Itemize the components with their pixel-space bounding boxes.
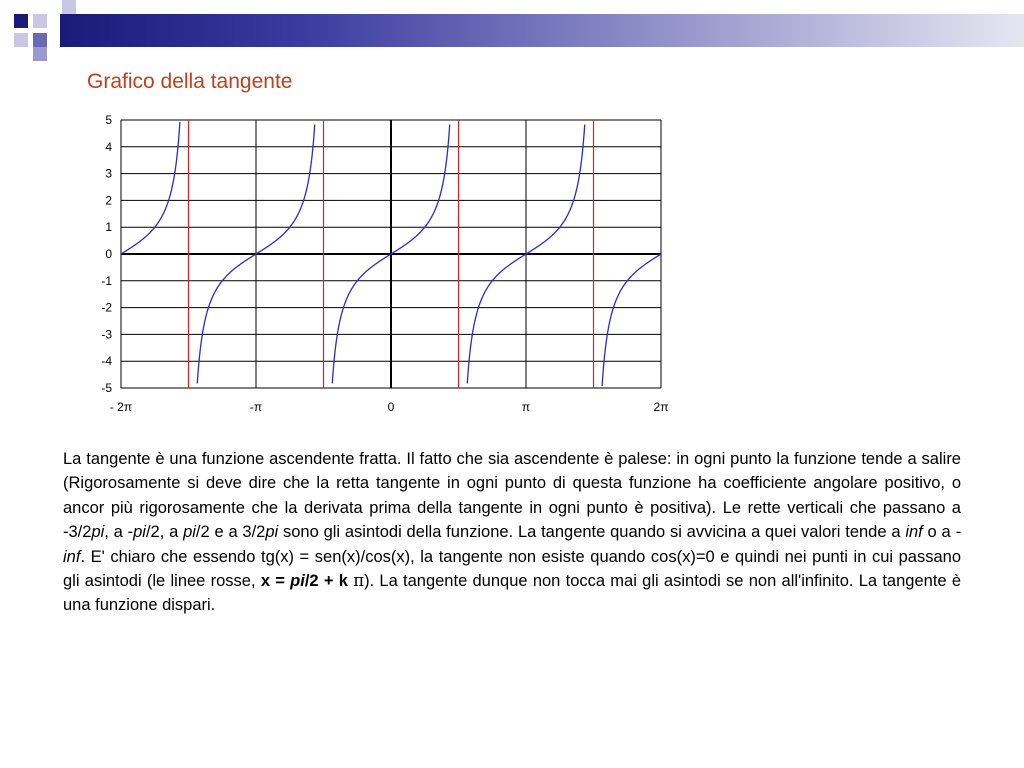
- text-run: sono gli asintodi della funzione. La tangente quando si avvicina a quei valori tende a: [278, 523, 906, 542]
- text-run: π: [353, 571, 365, 591]
- text-run: , a -: [104, 523, 134, 542]
- text-run: La tangente è una funzione ascendente fratta. Il fatto che sia ascendente è palese: in ogni punto la funzione tende a salire (Rigorosamente si deve dire che la retta tangente in ogni punto di questa funzione ha coefficiente angolare positivo, o ancor più rigorosamente che la derivata prima della tangente in ogni punto è positiva). Le rette verticali che passano a -3/2: [63, 450, 961, 542]
- text-run: inf: [905, 523, 923, 542]
- y-tick-label: 4: [105, 139, 112, 154]
- y-tick-label: -4: [101, 354, 112, 369]
- header-square-mid: [33, 33, 47, 47]
- x-tick-label: π: [521, 400, 531, 414]
- y-tick-label: 3: [105, 166, 112, 181]
- y-tick-label: 0: [105, 247, 112, 261]
- y-tick-label: -1: [101, 273, 112, 288]
- text-run: -inf: [63, 523, 961, 566]
- text-run: pi: [133, 523, 146, 542]
- slide-title: Grafico della tangente: [87, 70, 293, 93]
- text-run: pi: [265, 523, 279, 542]
- text-run: pi: [290, 572, 305, 591]
- y-tick-label: 5: [105, 113, 112, 127]
- header-square-mid: [33, 47, 47, 61]
- x-tick-label: 0: [387, 400, 395, 414]
- y-tick-label: -5: [101, 381, 112, 395]
- header-square-light: [62, 0, 76, 14]
- tangent-chart: [90, 108, 680, 428]
- text-run: ). La tangente dunque non tocca mai gli asintodi se non all'infinito. La tangente è una funzione dispari.: [63, 572, 962, 615]
- text-run: . E' chiaro che essendo tg(x) = sen(x)/cos(x), la tangente non esiste quando cos(x)=0 e quindi nei punti in cui passano gli asintodi (le linee rosse,: [63, 547, 961, 591]
- asymptote-formula: [261, 572, 353, 590]
- x-tick-label: -π: [249, 400, 263, 414]
- text-run: o a: [922, 523, 956, 542]
- text-run: /2, a: [145, 523, 184, 542]
- header-gradient-bar: [60, 14, 1024, 47]
- text-run: pi: [91, 523, 105, 542]
- x-tick-label: - 2π: [109, 400, 133, 414]
- tangent-curve-branch: [602, 254, 661, 386]
- text-run: x =: [260, 572, 291, 591]
- tangent-curve-branch: [121, 122, 180, 254]
- text-run: pi: [183, 523, 196, 542]
- text-run: /2 + k: [304, 572, 354, 591]
- y-tick-label: -2: [101, 300, 112, 315]
- y-tick-label: -3: [101, 327, 112, 342]
- text-run: /2 e a 3/2: [195, 523, 266, 542]
- y-tick-label: 1: [105, 220, 112, 235]
- x-tick-label: 2π: [653, 400, 669, 414]
- y-tick-label: 2: [105, 193, 112, 208]
- header-square-dark: [14, 14, 28, 28]
- header-square-light: [33, 14, 47, 28]
- header-square-light: [14, 33, 28, 47]
- body-paragraph: [63, 447, 961, 618]
